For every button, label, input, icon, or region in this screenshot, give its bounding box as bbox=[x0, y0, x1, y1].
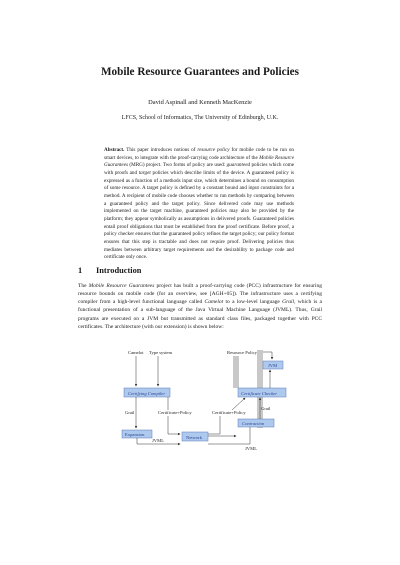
label-type-system: Type system bbox=[149, 350, 173, 355]
label-jvml-right: JVML bbox=[245, 446, 257, 451]
label-jvm: JVM bbox=[268, 363, 278, 368]
label-expansion: Expansion bbox=[125, 432, 145, 437]
paper-authors: David Aspinall and Kenneth MacKenzie bbox=[148, 99, 252, 106]
abstract-text-0: This paper introduces notions of bbox=[126, 147, 198, 153]
label-certificate-checker: Certificate Checker bbox=[241, 391, 278, 396]
arrow-cert-checker bbox=[232, 398, 245, 410]
section-title: Introduction bbox=[96, 266, 142, 275]
abstract bbox=[104, 147, 294, 262]
intro-paragraph bbox=[78, 282, 322, 331]
abstract-text-2: for mobile code to be run on smart devices, to integrate with the proof-carrying code architecture of the bbox=[104, 147, 294, 161]
intro-text-4: to a low-level language bbox=[223, 299, 283, 306]
section-number: 1 bbox=[78, 266, 83, 275]
abstract-label: Abstract. bbox=[104, 147, 125, 153]
intro-em-grail: Grail bbox=[282, 299, 295, 306]
intro-text-2: project has built a proof-carrying code (PCC) infrastructure for ensuring resource bounds on mobile code (for an overview, see [AGH+05]). The infrastructure uses a certifying compiler from a high-level functional language called bbox=[78, 283, 322, 306]
label-jvml-left: JVML bbox=[152, 438, 164, 443]
label-grail-right: Grail bbox=[261, 406, 271, 411]
intro-em-camelot: Camelot bbox=[204, 299, 224, 306]
label-certifying-compiler: Certifying Compiler bbox=[128, 391, 166, 396]
paper-title: Mobile Resource Guarantees and Policies bbox=[100, 66, 300, 78]
abstract-em-resource-policy: resource policy bbox=[197, 147, 230, 153]
label-resource-policy: Resource Policy bbox=[227, 350, 257, 355]
abstract-em-guaranteed: guaranteed bbox=[226, 162, 251, 169]
label-cert-policy-right: Certificate+Policy bbox=[212, 410, 246, 415]
label-contraction: Contraction bbox=[242, 421, 265, 426]
label-camelot: Camelot bbox=[128, 350, 144, 355]
abstract-em-target: target bbox=[138, 169, 151, 176]
label-cert-policy-left: Certificate+Policy bbox=[158, 410, 192, 415]
intro-text-0: The bbox=[78, 283, 89, 289]
architecture-figure bbox=[120, 348, 290, 460]
section-heading bbox=[78, 266, 141, 275]
label-grail-left: Grail bbox=[125, 410, 135, 415]
shaded-bar-policy bbox=[233, 356, 239, 388]
abstract-text-4: (MRG) project. Two forms of policy are used: bbox=[128, 162, 227, 169]
abstract-em-mrg: Mobile Resource Guarantees bbox=[104, 154, 294, 169]
intro-text-6: , which is a functional presentation of a sub-language of the Java Virtual Machine Language (JVML). Thus, Grail programs are executed on a JVM but transmitted as standard class files, packaged together with PCC certificates. The architecture (with our extension) is shown below: bbox=[78, 299, 322, 330]
abstract-text-6: policies which come with proofs and bbox=[104, 162, 294, 176]
paper-affiliation: LFCS, School of Informatics, The University of Edinburgh, U.K. bbox=[121, 115, 279, 121]
intro-em-mrg: Mobile Resource Guarantees bbox=[88, 283, 155, 289]
label-network: Network bbox=[186, 435, 203, 440]
abstract-text-8: policies which describe limits of the device. A guaranteed policy is expressed as a function of a methods input size, which determines a bound on consumption of some resource. A target policy is defined by a constant bound and input constraints for a method. A recipient of mobile code chooses whether to run methods by comparing between a guaranteed policy and the target policy. Since delivered code may use methods implemented on the target machine, guaranteed policies may also be provided by the platform; they appear symbolically as assumptions in delivered proofs. Guaranteed policies entail proof obligations that must be established from the proof certificate. Before proof, a policy checker ensures that the guaranteed policy refines the target policy; our policy format ensures that this step is tractable and does not require proof. Delivering policies thus mediates between arbitrary target requirements and the desirability to package code and certificate only once. bbox=[104, 169, 294, 261]
